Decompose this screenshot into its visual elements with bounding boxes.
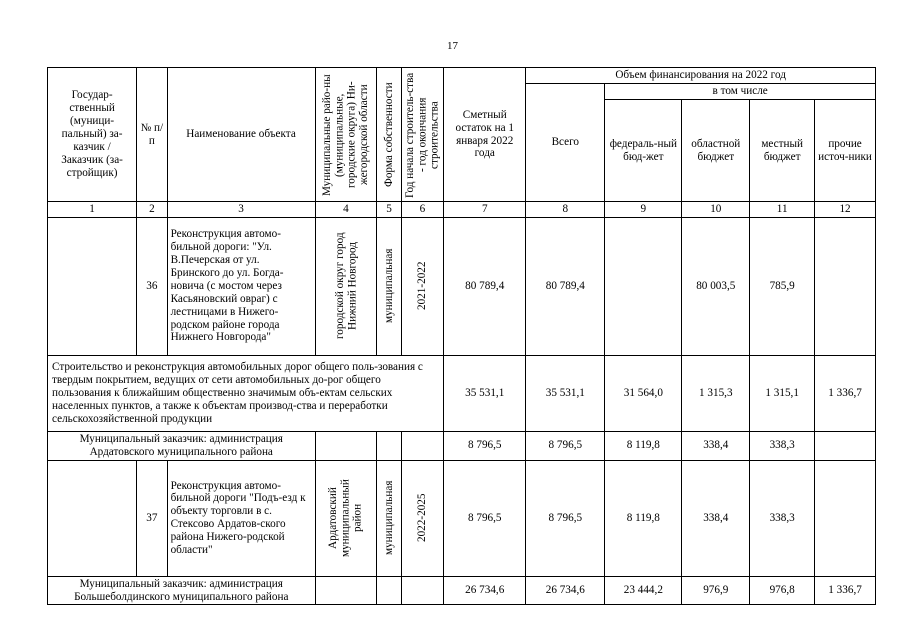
col-number: 12: [815, 202, 876, 218]
customer-ardatov-federal: 8 119,8: [605, 431, 682, 460]
customer-bolshebold-balance: 26 734,6: [444, 576, 526, 605]
header-customer: Государ-ственный (муници-пальный) за-казчик / Заказчик (за-стройщик): [48, 68, 137, 202]
row36-regional: 80 003,5: [682, 217, 750, 355]
header-years-text: Год начала строитель-ства - год окончания строительства: [403, 71, 441, 198]
col-number: 7: [444, 202, 526, 218]
row37-other: [815, 460, 876, 576]
customer-bolshebold-federal: 23 444,2: [605, 576, 682, 605]
section-row: [48, 355, 876, 431]
row37-years: [401, 460, 444, 576]
table-row-36: [48, 217, 876, 355]
section-federal: 31 564,0: [605, 355, 682, 431]
header-funding-group: Объем финансирования на 2022 год: [526, 68, 876, 84]
table-row-37: [48, 460, 876, 576]
section-title: Строительство и реконструкция автомобильных дорог общего поль-зования с твердым покрытием, ведущих от сети автомобильных до-рог общего пользования к ближайшим общественно значимым объ-ектам сельских населенных пунктов, а также к объектам производ-ства и переработки сельскохозяйственной продукции: [48, 355, 444, 431]
header-total: Всего: [526, 84, 605, 202]
col-number: 4: [315, 202, 377, 218]
col-number: 11: [750, 202, 815, 218]
section-total: 35 531,1: [526, 355, 605, 431]
customer-ardatov-empty: [401, 431, 444, 460]
row37-name: Реконструкция автомо-бильной дороги "Подъ-езд к объекту торговли в с. Стексово Ардатов-ского района Нижего-родской области": [167, 460, 315, 576]
customer-bolshebold-row: [48, 576, 876, 605]
row36-balance: 80 789,4: [444, 217, 526, 355]
customer-bolshebold-title: Муниципальный заказчик: администрация Большеболдинского муниципального района: [48, 576, 316, 605]
row37-local: 338,3: [750, 460, 815, 576]
col-number: 9: [605, 202, 682, 218]
row36-district: [315, 217, 377, 355]
header-years: [401, 68, 444, 202]
col-number: 10: [682, 202, 750, 218]
customer-bolshebold-empty: [401, 576, 444, 605]
customer-bolshebold-regional: 976,9: [682, 576, 750, 605]
row36-num: 36: [137, 217, 167, 355]
header-name: Наименование объекта: [167, 68, 315, 202]
row36-customer: [48, 217, 137, 355]
col-number: 3: [167, 202, 315, 218]
header-ownership-text: Форма собственности: [382, 82, 395, 187]
header-other: прочие источ-ники: [815, 100, 876, 202]
customer-bolshebold-empty: [315, 576, 377, 605]
col-number: 1: [48, 202, 137, 218]
row36-name: Реконструкция автомо-бильной дороги: "Ул. В.Печерская от ул. Бринского до ул. Богда-новича (с мостом через Касьяновский овраг) с лестницами в Нижего-родском районе города Нижнего Новгорода": [167, 217, 315, 355]
row36-federal: [605, 217, 682, 355]
row36-total: 80 789,4: [526, 217, 605, 355]
page-number: 17: [447, 40, 458, 52]
row37-num: 37: [137, 460, 167, 576]
section-balance: 35 531,1: [444, 355, 526, 431]
row37-years-text: 2022-2025: [416, 493, 429, 543]
row36-local: 785,9: [750, 217, 815, 355]
col-number: 5: [377, 202, 401, 218]
customer-ardatov-title: Муниципальный заказчик: администрация Ардатовского муниципального района: [48, 431, 316, 460]
row37-customer: [48, 460, 137, 576]
header-federal: федераль-ный бюд-жет: [605, 100, 682, 202]
header-including: в том числе: [605, 84, 876, 100]
row36-other: [815, 217, 876, 355]
column-numbers-row: [48, 202, 876, 218]
col-number: 8: [526, 202, 605, 218]
financing-table: [47, 67, 876, 605]
customer-bolshebold-other: 1 336,7: [815, 576, 876, 605]
header-num: № п/п: [137, 68, 167, 202]
header-districts: [315, 68, 377, 202]
customer-bolshebold-local: 976,8: [750, 576, 815, 605]
row36-ownership-text: муниципальная: [382, 249, 395, 324]
header-districts-text: Муниципальные райо-ны (муниципальные, городские округа) Ни-жегородской области: [321, 73, 371, 196]
customer-ardatov-local: 338,3: [750, 431, 815, 460]
customer-ardatov-balance: 8 796,5: [444, 431, 526, 460]
row37-district-text: Ардатовский муниципальный район: [327, 479, 365, 558]
header-balance: Сметный остаток на 1 января 2022 года: [444, 68, 526, 202]
col-number: 2: [137, 202, 167, 218]
row37-total: 8 796,5: [526, 460, 605, 576]
row36-district-text: городской округ город Нижний Новгород: [333, 233, 358, 340]
customer-ardatov-empty: [315, 431, 377, 460]
row37-federal: 8 119,8: [605, 460, 682, 576]
row37-district: [315, 460, 377, 576]
row36-years-text: 2021-2022: [416, 262, 429, 311]
section-other: 1 336,7: [815, 355, 876, 431]
row36-years: [401, 217, 444, 355]
row37-ownership-text: муниципальная: [382, 480, 395, 556]
row37-balance: 8 796,5: [444, 460, 526, 576]
header-ownership: [377, 68, 401, 202]
customer-ardatov-other: [815, 431, 876, 460]
customer-ardatov-row: [48, 431, 876, 460]
header-local: местный бюджет: [750, 100, 815, 202]
row37-ownership: [377, 460, 401, 576]
header-regional: областной бюджет: [682, 100, 750, 202]
customer-bolshebold-total: 26 734,6: [526, 576, 605, 605]
customer-bolshebold-empty: [377, 576, 401, 605]
section-regional: 1 315,3: [682, 355, 750, 431]
customer-ardatov-total: 8 796,5: [526, 431, 605, 460]
customer-ardatov-regional: 338,4: [682, 431, 750, 460]
col-number: 6: [401, 202, 444, 218]
customer-ardatov-empty: [377, 431, 401, 460]
section-local: 1 315,1: [750, 355, 815, 431]
row36-ownership: [377, 217, 401, 355]
row37-regional: 338,4: [682, 460, 750, 576]
